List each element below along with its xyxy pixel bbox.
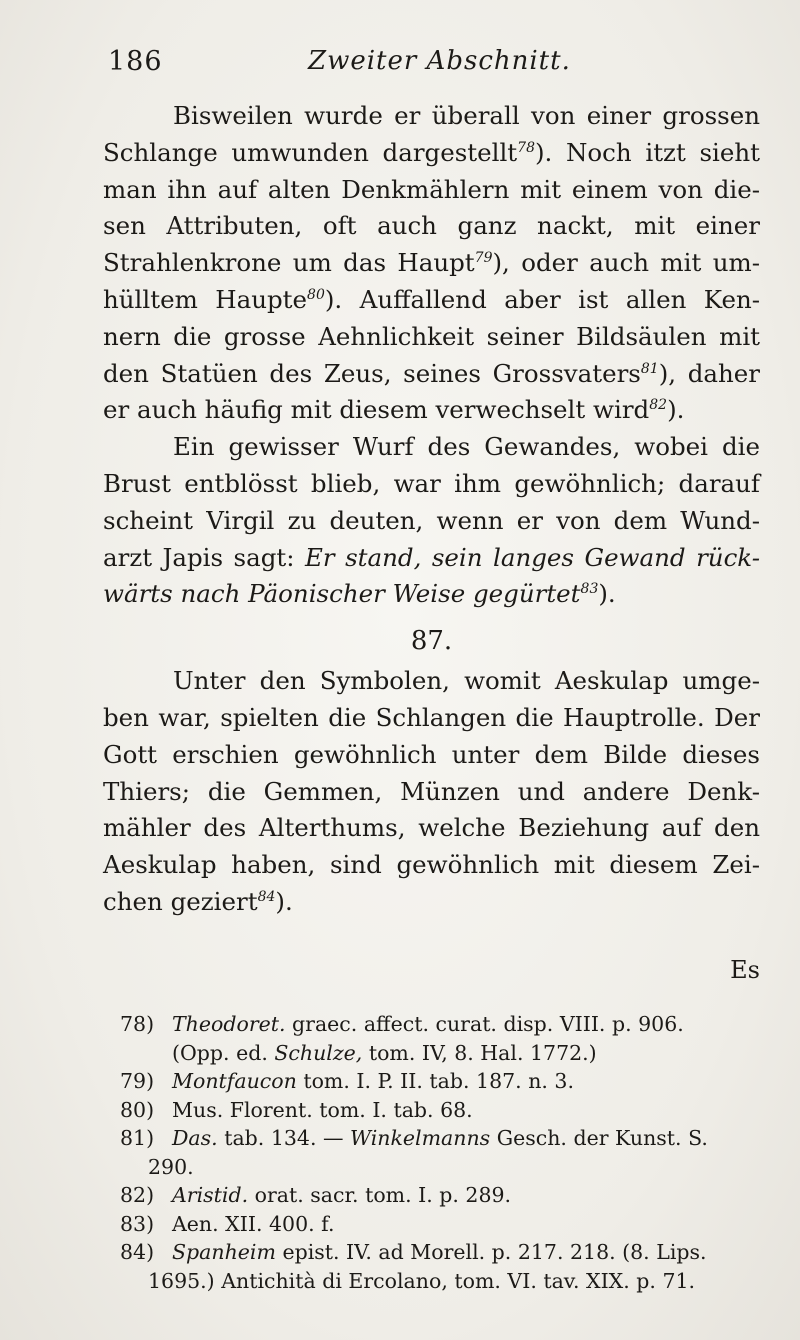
text-line: Unter den Symbolen, womit Aeskulap umge-: [173, 666, 760, 696]
text-line: Bisweilen wurde er überall von einer grossen: [173, 101, 760, 130]
text-line: Aeskulap haben, sind gewöhnlich mit diesem Zei-: [103, 850, 760, 880]
footnote-ref-79: 79: [474, 250, 493, 267]
text-line: chen geziert$^{84}$).: [103, 886, 293, 916]
footnote-ref-84: 84: [257, 888, 276, 905]
page-number: 186: [108, 46, 163, 77]
text-line: mähler des Alterthums, welche Beziehung auf den: [103, 813, 760, 843]
text-line: Strahlenkrone um das Haupt$^{79}$), oder auch mit um-: [103, 248, 760, 278]
catchword: Es: [730, 956, 760, 984]
footnote-ref-81: 81: [640, 360, 659, 377]
footnotes: [120, 1010, 760, 1295]
text-line: man ihn auf alten Denkmählern mit einem von die-: [103, 174, 760, 204]
footnote-80: 80) Mus. Florent. tom. I. tab. 68.: [120, 1097, 473, 1122]
text-line: arzt Japis sagt: Er stand, sein langes Gewand rück-: [103, 542, 760, 572]
page-header: [108, 40, 758, 88]
text-line: Ein gewisser Wurf des Gewandes, wobei die: [173, 432, 760, 462]
text-line: Brust entblösst blieb, war ihm gewöhnlich; darauf: [103, 468, 760, 498]
footnote-81: 81) Das. tab. 134. — Winkelmanns Gesch. der Kunst. S.: [120, 1126, 708, 1150]
footnote-83: 83) Aen. XII. 400. f.: [120, 1211, 335, 1236]
footnote-ref-83: 83: [580, 581, 599, 598]
text-line: hülltem Haupte$^{80}$). Auffallend aber ist allen Ken-: [103, 284, 761, 314]
text-line: scheint Virgil zu deuten, wenn er von dem Wund-: [103, 505, 760, 535]
footnote-78-cont: (Opp. ed. Schulze, tom. IV, 8. Hal. 1772.): [172, 1040, 597, 1065]
text-line: ben war, spielten die Schlangen die Hauptrolle. Der: [103, 702, 760, 732]
section-number: 87.: [410, 626, 453, 657]
footnote-ref-80: 80: [307, 286, 325, 303]
main-text: [103, 98, 760, 921]
text-line: er auch häufig mit diesem verwechselt wird$^{82}$).: [103, 395, 685, 425]
paragraph-1: [103, 98, 760, 429]
footnote-82: 82) Aristid. orat. sacr. tom. I. p. 289.: [120, 1183, 512, 1207]
running-head: Zweiter Abschnitt.: [308, 46, 571, 76]
footnote-81-cont: 290.: [148, 1154, 194, 1179]
text-line: Schlange umwunden dargestellt$^{78}$). Noch itzt sieht: [103, 137, 760, 167]
footnote-ref-82: 82: [649, 397, 668, 414]
text-line: wärts nach Päonischer Weise gegürtet$^{83}$).: [103, 579, 616, 609]
footnote-79: 79) Montfaucon tom. I. P. II. tab. 187. n. 3.: [120, 1069, 574, 1093]
footnote-78: 78) Theodoret. graec. affect. curat. disp. VIII. p. 906.: [120, 1012, 684, 1036]
footnote-ref-78: 78: [517, 139, 535, 156]
text-line: nern die grosse Aehnlichkeit seiner Bildsäulen mit: [103, 321, 760, 351]
text-line: Thiers; die Gemmen, Münzen und andere Denk-: [103, 776, 760, 806]
footnote-84: 84) Spanheim epist. IV. ad Morell. p. 217. 218. (8. Lips.: [120, 1240, 707, 1264]
text-line: den Statüen des Zeus, seines Grossvaters$^{81}$), daher: [103, 358, 760, 388]
paragraph-2: [103, 429, 760, 613]
text-line: Gott erschien gewöhnlich unter dem Bilde dieses: [103, 739, 760, 769]
paragraph-3: [103, 663, 760, 921]
footnote-84-cont: 1695.) Antichità di Ercolano, tom. VI. tav. XIX. p. 71.: [148, 1268, 696, 1293]
text-line: sen Attributen, oft auch ganz nackt, mit einer: [103, 211, 760, 241]
